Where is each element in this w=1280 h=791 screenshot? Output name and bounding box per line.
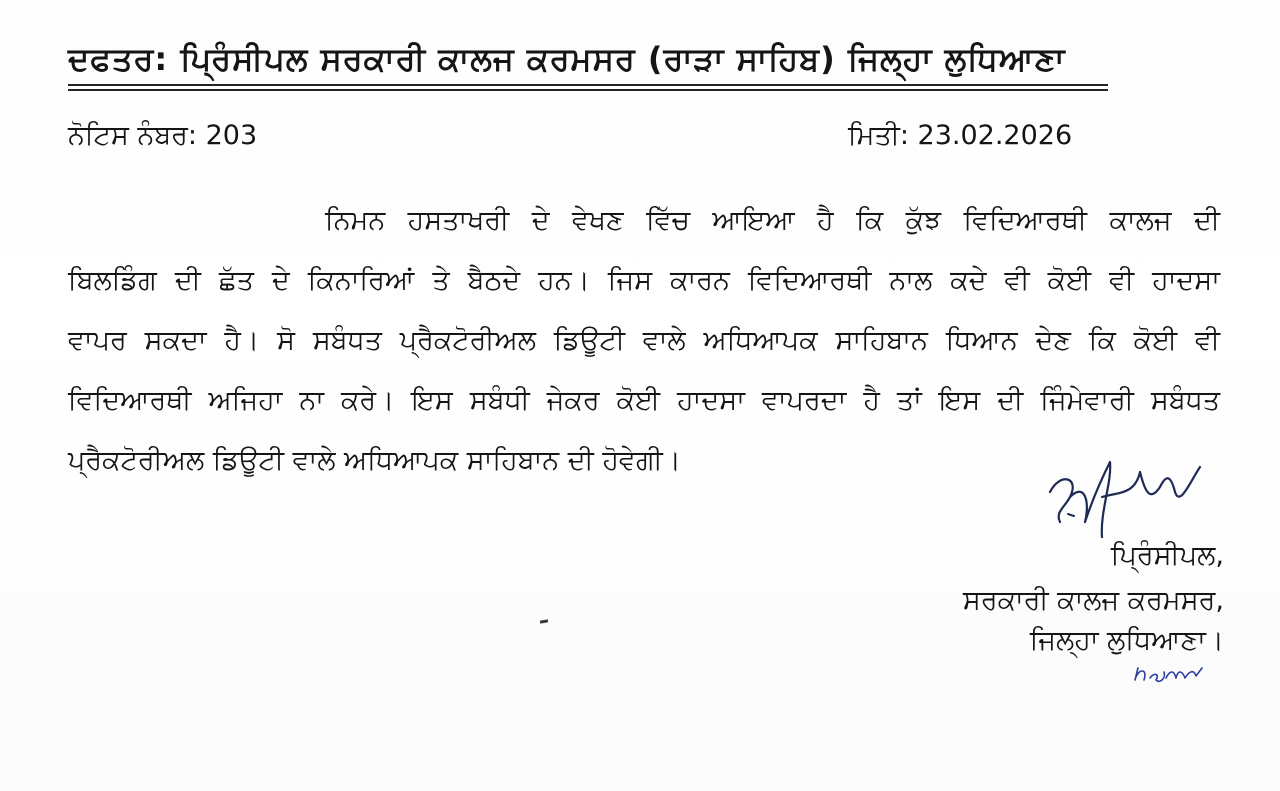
notice-date: ਮਿਤੀ: 23.02.2026 [848,120,1073,151]
handwritten-initials [1130,660,1205,688]
body-line: ਬਿਲਡਿੰਗ ਦੀ ਛੱਤ ਦੇ ਕਿਨਾਰਿਆਂ ਤੇ ਬੈਠਦੇ ਹਨ। ਜਿਸ ਕਾਰਨ ਵਿਦਿਆਰਥੀ ਨਾਲ ਕਦੇ ਵੀ ਕੋਈ ਵੀ ਹਾਦਸਾ [68,265,1220,296]
signatory-designation: ਪ੍ਰਿੰਸੀਪਲ, [1110,540,1224,571]
office-header: ਦਫਤਰ: ਪ੍ਰਿੰਸੀਪਲ ਸਰਕਾਰੀ ਕਾਲਜ ਕਰਮਸਰ (ਰਾੜਾ ਸਾਹਿਬ) ਜਿਲ੍ਹਾ ਲੁਧਿਆਣਾ [68,40,1066,78]
body-line: ਪ੍ਰੈਕਟੋਰੀਅਲ ਡਿਊਟੀ ਵਾਲੇ ਅਧਿਆਪਕ ਸਾਹਿਬਾਨ ਦੀ ਹੋਵੇਗੀ। [68,445,681,476]
signatory-district: ਜਿਲ੍ਹਾ ਲੁਧਿਆਣਾ। [1029,625,1224,656]
body-line: ਵਿਦਿਆਰਥੀ ਅਜਿਹਾ ਨਾ ਕਰੇ। ਇਸ ਸਬੰਧੀ ਜੇਕਰ ਕੋਈ ਹਾਦਸਾ ਵਾਪਰਦਾ ਹੈ ਤਾਂ ਇਸ ਦੀ ਜਿੰਮੇਵਾਰੀ ਸਬੰਧਤ [68,385,1220,416]
ink-speck [540,619,548,623]
signatory-institution: ਸਰਕਾਰੀ ਕਾਲਜ ਕਰਮਸਰ, [962,585,1224,616]
body-line: ਨਿਮਨ ਹਸਤਾਖਰੀ ਦੇ ਵੇਖਣ ਵਿੱਚ ਆਇਆ ਹੈ ਕਿ ਕੁੱਝ ਵਿਦਿਆਰਥੀ ਕਾਲਜ ਦੀ [325,205,1220,236]
body-line: ਵਾਪਰ ਸਕਦਾ ਹੈ। ਸੋ ਸਬੰਧਤ ਪ੍ਰੈਕਟੋਰੀਅਲ ਡਿਊਟੀ ਵਾਲੇ ਅਧਿਆਪਕ ਸਾਹਿਬਾਨ ਧਿਆਨ ਦੇਣ ਕਿ ਕੋਈ ਵੀ [68,325,1220,356]
header-double-underline [68,89,1108,91]
header-underline [68,84,1108,86]
notice-number: ਨੋਟਿਸ ਨੰਬਰ: 203 [68,120,258,151]
handwritten-signature [1040,452,1220,542]
